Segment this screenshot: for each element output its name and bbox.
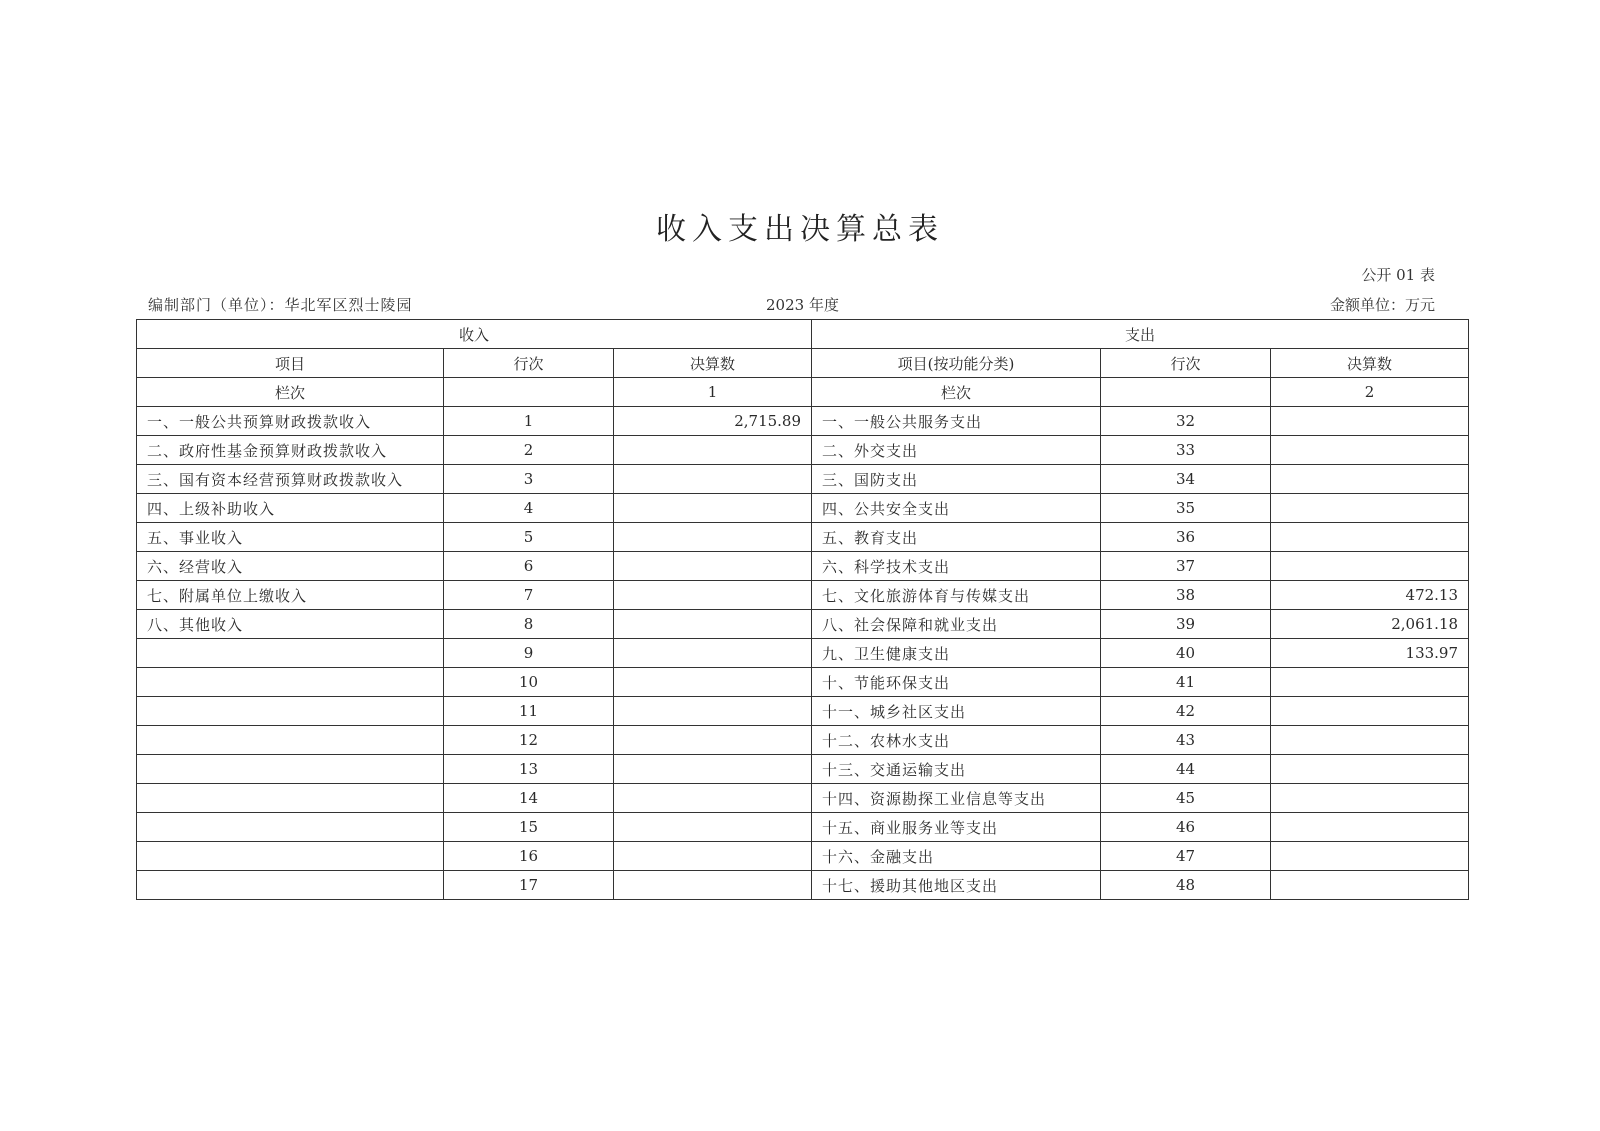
income-item-cell: 四、上级补助收入 <box>137 494 444 523</box>
table-row <box>137 610 1469 639</box>
income-item-cell: 五、事业收入 <box>137 523 444 552</box>
table-row <box>137 668 1469 697</box>
expense-line-cell: 47 <box>1101 842 1271 871</box>
income-item-cell: 七、附属单位上缴收入 <box>137 581 444 610</box>
expense-amount-cell <box>1271 668 1469 697</box>
lanci-empty-income <box>444 378 614 407</box>
table-row <box>137 639 1469 668</box>
expense-line-cell: 41 <box>1101 668 1271 697</box>
expense-amount-cell: 2,061.18 <box>1271 610 1469 639</box>
expense-item-cell: 三、国防支出 <box>812 465 1101 494</box>
income-amount-cell <box>614 871 812 900</box>
expense-line-cell: 39 <box>1101 610 1271 639</box>
income-line-cell: 1 <box>444 407 614 436</box>
income-amount-cell <box>614 610 812 639</box>
income-item-cell: 六、经营收入 <box>137 552 444 581</box>
income-line-cell: 14 <box>444 784 614 813</box>
income-line-cell: 7 <box>444 581 614 610</box>
table-row <box>137 436 1469 465</box>
expense-item-cell: 十七、援助其他地区支出 <box>812 871 1101 900</box>
expense-item-cell: 一、一般公共服务支出 <box>812 407 1101 436</box>
table-row <box>137 842 1469 871</box>
income-item-cell <box>137 697 444 726</box>
table-row <box>137 465 1469 494</box>
income-item-cell <box>137 726 444 755</box>
income-item-cell <box>137 668 444 697</box>
expense-amount-cell <box>1271 697 1469 726</box>
table-row <box>137 552 1469 581</box>
expense-item-cell: 六、科学技术支出 <box>812 552 1101 581</box>
table-row <box>137 494 1469 523</box>
col-header-amount-expense: 决算数 <box>1271 349 1469 378</box>
expense-amount-cell <box>1271 755 1469 784</box>
income-amount-cell <box>614 755 812 784</box>
expense-line-cell: 45 <box>1101 784 1271 813</box>
col-header-line-expense: 行次 <box>1101 349 1271 378</box>
income-item-cell: 八、其他收入 <box>137 610 444 639</box>
income-amount-cell <box>614 813 812 842</box>
table-row <box>137 523 1469 552</box>
form-number: 公开 01 表 <box>1361 266 1435 284</box>
col-header-item: 项目 <box>137 349 444 378</box>
income-line-cell: 12 <box>444 726 614 755</box>
expense-amount-cell <box>1271 726 1469 755</box>
expense-item-cell: 八、社会保障和就业支出 <box>812 610 1101 639</box>
income-line-cell: 4 <box>444 494 614 523</box>
expense-line-cell: 33 <box>1101 436 1271 465</box>
expense-amount-cell: 472.13 <box>1271 581 1469 610</box>
income-item-cell: 三、国有资本经营预算财政拨款收入 <box>137 465 444 494</box>
expense-line-cell: 34 <box>1101 465 1271 494</box>
income-item-cell: 二、政府性基金预算财政拨款收入 <box>137 436 444 465</box>
expense-amount-cell <box>1271 552 1469 581</box>
income-amount-cell <box>614 552 812 581</box>
income-item-cell: 一、一般公共预算财政拨款收入 <box>137 407 444 436</box>
income-line-cell: 16 <box>444 842 614 871</box>
income-item-cell <box>137 639 444 668</box>
lanci-label-income: 栏次 <box>137 378 444 407</box>
expense-amount-cell <box>1271 407 1469 436</box>
income-line-cell: 10 <box>444 668 614 697</box>
expense-item-cell: 四、公共安全支出 <box>812 494 1101 523</box>
expense-amount-cell <box>1271 465 1469 494</box>
section-header-row <box>137 320 1469 349</box>
income-item-cell <box>137 842 444 871</box>
income-line-cell: 15 <box>444 813 614 842</box>
col-header-item-function: 项目(按功能分类) <box>812 349 1101 378</box>
expense-line-cell: 38 <box>1101 581 1271 610</box>
table-row <box>137 755 1469 784</box>
lanci-label-expense: 栏次 <box>812 378 1101 407</box>
income-amount-cell <box>614 668 812 697</box>
amount-unit: 金额单位：万元 <box>1329 296 1435 314</box>
income-item-cell <box>137 871 444 900</box>
income-amount-cell <box>614 784 812 813</box>
expense-item-cell: 五、教育支出 <box>812 523 1101 552</box>
income-item-cell <box>137 813 444 842</box>
expense-line-cell: 37 <box>1101 552 1271 581</box>
lanci-number-income: 1 <box>614 378 812 407</box>
expense-item-cell: 十四、资源勘探工业信息等支出 <box>812 784 1101 813</box>
expense-section-header: 支出 <box>812 320 1469 349</box>
col-header-line: 行次 <box>444 349 614 378</box>
income-section-header: 收入 <box>137 320 812 349</box>
income-amount-cell <box>614 842 812 871</box>
expense-item-cell: 十二、农林水支出 <box>812 726 1101 755</box>
expense-line-cell: 43 <box>1101 726 1271 755</box>
income-line-cell: 5 <box>444 523 614 552</box>
table-row <box>137 697 1469 726</box>
expense-item-cell: 十一、城乡社区支出 <box>812 697 1101 726</box>
income-amount-cell <box>614 639 812 668</box>
income-line-cell: 6 <box>444 552 614 581</box>
table-row <box>137 726 1469 755</box>
page-title: 收入支出决算总表 <box>656 212 944 247</box>
expense-item-cell: 十、节能环保支出 <box>812 668 1101 697</box>
budget-summary-table <box>136 319 1469 900</box>
income-amount-cell <box>614 523 812 552</box>
expense-amount-cell: 133.97 <box>1271 639 1469 668</box>
income-amount-cell <box>614 436 812 465</box>
table-row <box>137 784 1469 813</box>
income-amount-cell <box>614 726 812 755</box>
table-row <box>137 871 1469 900</box>
income-amount-cell <box>614 465 812 494</box>
income-line-cell: 11 <box>444 697 614 726</box>
fiscal-year: 2023 年度 <box>766 296 839 314</box>
expense-line-cell: 42 <box>1101 697 1271 726</box>
column-header-row <box>137 349 1469 378</box>
lanci-number-expense: 2 <box>1271 378 1469 407</box>
expense-line-cell: 48 <box>1101 871 1271 900</box>
income-amount-cell <box>614 494 812 523</box>
expense-amount-cell <box>1271 871 1469 900</box>
expense-amount-cell <box>1271 813 1469 842</box>
income-line-cell: 17 <box>444 871 614 900</box>
table-row <box>137 581 1469 610</box>
expense-line-cell: 32 <box>1101 407 1271 436</box>
expense-item-cell: 十六、金融支出 <box>812 842 1101 871</box>
income-amount-cell <box>614 697 812 726</box>
lanci-empty-expense <box>1101 378 1271 407</box>
income-amount-cell: 2,715.89 <box>614 407 812 436</box>
table-row <box>137 813 1469 842</box>
income-line-cell: 13 <box>444 755 614 784</box>
expense-amount-cell <box>1271 784 1469 813</box>
column-index-row <box>137 378 1469 407</box>
expense-item-cell: 二、外交支出 <box>812 436 1101 465</box>
expense-item-cell: 十五、商业服务业等支出 <box>812 813 1101 842</box>
expense-line-cell: 40 <box>1101 639 1271 668</box>
expense-amount-cell <box>1271 842 1469 871</box>
expense-line-cell: 36 <box>1101 523 1271 552</box>
expense-amount-cell <box>1271 523 1469 552</box>
expense-item-cell: 七、文化旅游体育与传媒支出 <box>812 581 1101 610</box>
col-header-amount: 决算数 <box>614 349 812 378</box>
expense-item-cell: 九、卫生健康支出 <box>812 639 1101 668</box>
income-line-cell: 8 <box>444 610 614 639</box>
expense-amount-cell <box>1271 436 1469 465</box>
expense-line-cell: 44 <box>1101 755 1271 784</box>
income-item-cell <box>137 755 444 784</box>
income-item-cell <box>137 784 444 813</box>
table-row <box>137 407 1469 436</box>
income-line-cell: 2 <box>444 436 614 465</box>
income-line-cell: 3 <box>444 465 614 494</box>
expense-amount-cell <box>1271 494 1469 523</box>
expense-line-cell: 46 <box>1101 813 1271 842</box>
income-amount-cell <box>614 581 812 610</box>
expense-item-cell: 十三、交通运输支出 <box>812 755 1101 784</box>
income-line-cell: 9 <box>444 639 614 668</box>
compiling-unit: 编制部门（单位）：华北军区烈士陵园 <box>148 296 413 314</box>
expense-line-cell: 35 <box>1101 494 1271 523</box>
